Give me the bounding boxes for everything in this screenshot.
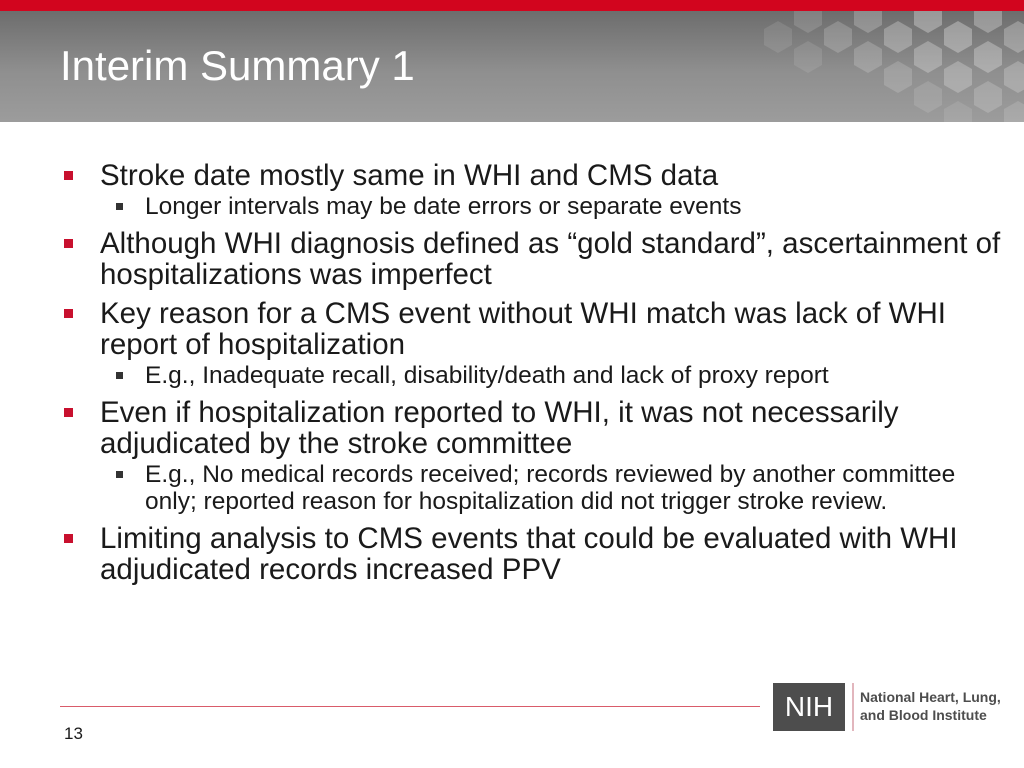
square-bullet-icon (116, 372, 123, 379)
bullet-item-4 (0, 397, 1024, 459)
square-bullet-icon (116, 203, 123, 210)
sub-bullet-item-1 (0, 193, 1024, 220)
square-bullet-icon (64, 171, 73, 180)
institute-name-line-1: National Heart, Lung, (860, 689, 1001, 705)
sub-bullet-item-2 (0, 362, 1024, 389)
sub-bullet-text: Longer intervals may be date errors or separate events (145, 193, 742, 220)
square-bullet-icon (64, 534, 73, 543)
page-number: 13 (64, 724, 83, 743)
square-bullet-icon (64, 309, 73, 318)
top-accent-bar (0, 0, 1024, 11)
square-bullet-icon (64, 408, 73, 417)
sub-bullet-text: E.g., No medical records received; records reviewed by another committee only; reported reason for hospitalization did not trigger stroke review. (145, 461, 956, 515)
bullet-text: Stroke date mostly same in WHI and CMS data (100, 159, 719, 192)
bullet-item-3 (0, 298, 1024, 360)
bullet-list (0, 160, 1024, 593)
sub-bullet-text: E.g., Inadequate recall, disability/death and lack of proxy report (145, 362, 829, 389)
logo-divider (852, 683, 854, 731)
institute-name-line-2: and Blood Institute (860, 707, 987, 723)
nih-logo: NIH (773, 683, 845, 731)
square-bullet-icon (64, 239, 73, 248)
institute-name (860, 688, 1010, 724)
bullet-text: Although WHI diagnosis defined as “gold standard”, ascertainment of hospitalizations was imperfect (100, 227, 1001, 291)
bullet-text: Limiting analysis to CMS events that could be evaluated with WHI adjudicated records increased PPV (100, 522, 958, 586)
footer-divider (60, 706, 760, 707)
bullet-text: Even if hospitalization reported to WHI, it was not necessarily adjudicated by the stroke committee (100, 396, 899, 460)
bullet-item-1 (0, 160, 1024, 191)
hexagon-pattern-decoration (724, 11, 1024, 122)
bullet-text: Key reason for a CMS event without WHI match was lack of WHI report of hospitalization (100, 297, 946, 361)
sub-bullet-item-3 (0, 461, 1024, 515)
square-bullet-icon (116, 471, 123, 478)
slide-title: Interim Summary 1 (60, 42, 415, 89)
bullet-item-2 (0, 228, 1024, 290)
slide-header (0, 11, 1024, 122)
bullet-item-5 (0, 523, 1024, 585)
